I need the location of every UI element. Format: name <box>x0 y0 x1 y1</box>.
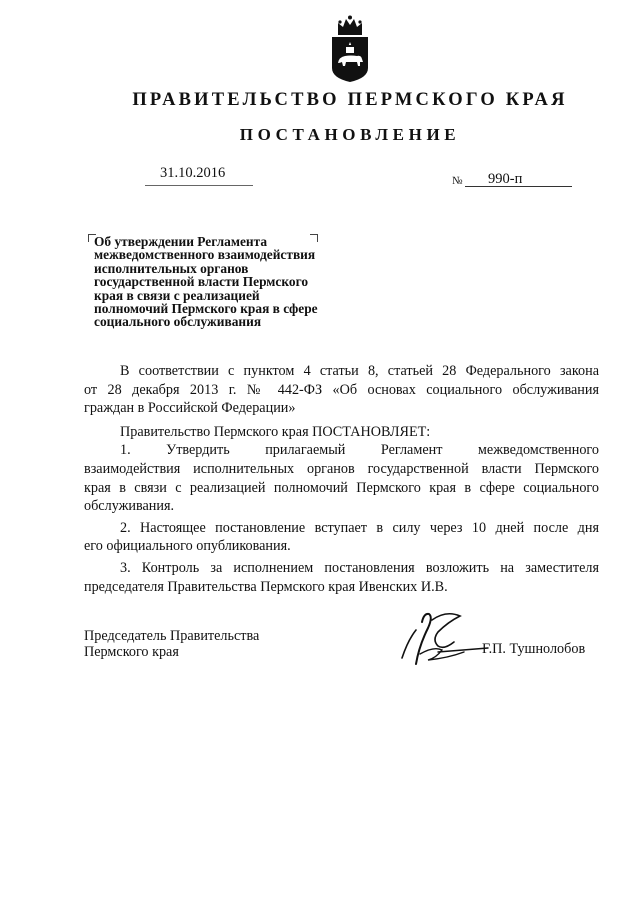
body-line: взаимодействия исполнительных органов государственной власти Пермского <box>84 460 599 477</box>
signer-position-line: Председатель Правительства <box>84 628 260 644</box>
body-line: обслуживания. <box>84 498 175 515</box>
organization-name: ПРАВИТЕЛЬСТВО ПЕРМСКОГО КРАЯ <box>132 90 568 110</box>
subject-line: социального обслуживания <box>94 314 262 330</box>
body-line: 2. Настоящее постановление вступает в силу через 10 дней после дня <box>120 519 599 536</box>
document-subject <box>94 235 394 329</box>
subject-line: исполнительных органов <box>94 260 249 276</box>
date-underline <box>145 185 253 186</box>
subject-line: межведомственного взаимодействия <box>94 247 316 263</box>
document-number: 990-п <box>488 171 523 187</box>
body-line: 3. Контроль за исполнением постановления возложить на заместителя <box>120 559 599 576</box>
number-underline <box>465 186 572 187</box>
subject-line: государственной власти Пермского <box>94 274 309 290</box>
body-line: его официального опубликования. <box>84 538 291 555</box>
body-line: председателя Правительства Пермского края Ивенских И.В. <box>84 578 448 595</box>
document-body <box>84 362 599 596</box>
signer-name: Г.П. Тушнолобов <box>482 641 586 657</box>
handwritten-signature-icon <box>398 608 493 668</box>
subject-line: полномочий Пермского края в сфере <box>94 300 318 316</box>
body-line: Правительство Пермского края ПОСТАНОВЛЯЕТ: <box>120 423 431 440</box>
subject-line: Об утверждении Регламента <box>94 234 268 249</box>
coat-of-arms-icon <box>327 14 373 84</box>
body-line: края в связи с реализацией полномочий Пермского края в сфере социального <box>84 479 599 496</box>
body-line: В соответствии с пунктом 4 статьи 8, статьей 28 Федерального закона <box>120 363 599 379</box>
document-date: 31.10.2016 <box>160 165 226 181</box>
body-line: от 28 декабря 2013 г. № 442-ФЗ «Об основах социального обслуживания <box>84 381 599 398</box>
body-line: граждан в Российской Федерации» <box>84 400 296 417</box>
body-line: 1. Утвердить прилагаемый Регламент межведомственного <box>120 442 599 459</box>
signer-position-line: Пермского края <box>84 643 179 660</box>
signer-position <box>84 629 259 660</box>
subject-line: края в связи с реализацией <box>94 287 260 303</box>
document-type: ПОСТАНОВЛЕНИЕ <box>239 125 461 144</box>
number-sign: № <box>452 175 463 187</box>
